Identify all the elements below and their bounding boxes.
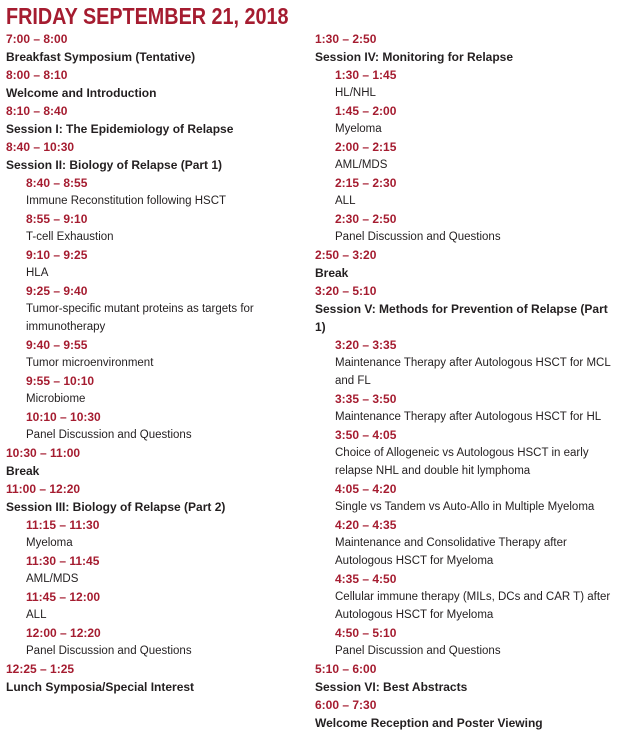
session-entry [6,480,306,516]
session-title: Session VI: Best Abstracts [315,680,468,694]
time-range: 4:20 – 4:35 [335,518,397,532]
time-range: 11:00 – 12:20 [6,482,81,496]
talk-entry [6,282,306,336]
time-range: 3:35 – 3:50 [335,392,397,406]
time-range: 11:15 – 11:30 [26,518,100,532]
talk-title: Immune Reconstitution following HSCT [26,195,227,207]
talk-title: Tumor-specific mutant proteins as targets for immunotherapy [26,303,254,333]
session-entry [315,246,615,282]
talk-entry [6,372,306,408]
talk-title: HLA [26,267,49,279]
talk-entry [315,390,615,426]
talk-title: T-cell Exhaustion [26,231,114,243]
talk-entry [315,138,615,174]
session-title: Welcome and Introduction [6,86,157,100]
time-range: 3:20 – 3:35 [335,338,397,352]
talk-entry [315,102,615,138]
session-title: Break [6,464,40,478]
session-title: Session IV: Monitoring for Relapse [315,50,514,64]
session-entry [6,66,306,102]
time-range: 1:30 – 2:50 [315,32,377,46]
session-entry [315,696,615,732]
time-range: 7:00 – 8:00 [6,32,68,46]
talk-entry [6,336,306,372]
time-range: 10:30 – 11:00 [6,446,81,460]
time-range: 4:05 – 4:20 [335,482,397,496]
time-range: 3:20 – 5:10 [315,284,377,298]
talk-entry [315,480,615,516]
session-entry [6,660,306,696]
time-range: 2:50 – 3:20 [315,248,377,262]
time-range: 1:30 – 1:45 [335,68,397,82]
session-entry [6,444,306,480]
talk-title: Myeloma [335,123,382,135]
talk-title: Panel Discussion and Questions [26,429,192,441]
session-title: Session III: Biology of Relapse (Part 2) [6,500,226,514]
talk-title: Choice of Allogeneic vs Autologous HSCT in early relapse NHL and double hit lymphoma [335,447,589,477]
time-range: 2:15 – 2:30 [335,176,397,190]
talk-title: Maintenance Therapy after Autologous HSCT for HL [335,411,602,423]
time-range: 11:45 – 12:00 [26,590,101,604]
session-title: Lunch Symposia/Special Interest [6,680,195,694]
time-range: 9:55 – 10:10 [26,374,95,388]
talk-entry [315,624,615,660]
talk-title: Panel Discussion and Questions [26,645,192,657]
talk-entry [315,174,615,210]
session-entry [315,660,615,696]
time-range: 8:40 – 8:55 [26,176,88,190]
time-range: 11:30 – 11:45 [26,554,100,568]
time-range: 2:30 – 2:50 [335,212,397,226]
talk-title: Maintenance Therapy after Autologous HSCT for MCL and FL [335,357,611,387]
talk-entry [315,426,615,480]
time-range: 4:50 – 5:10 [335,626,397,640]
talk-title: Maintenance and Consolidative Therapy after Autologous HSCT for Myeloma [335,537,567,567]
talk-entry [6,210,306,246]
talk-entry [6,552,306,588]
talk-title: Cellular immune therapy (MILs, DCs and CAR T) after Autologous HSCT for Myeloma [335,591,611,621]
schedule-column-right [315,30,615,732]
talk-entry [315,66,615,102]
session-title: Session V: Methods for Prevention of Relapse (Part 1) [315,302,608,334]
time-range: 3:50 – 4:05 [335,428,397,442]
talk-title: AML/MDS [26,573,79,585]
time-range: 9:25 – 9:40 [26,284,88,298]
time-range: 4:35 – 4:50 [335,572,397,586]
talk-title: HL/NHL [335,87,376,99]
time-range: 1:45 – 2:00 [335,104,397,118]
session-entry [6,30,306,66]
session-title: Breakfast Symposium (Tentative) [6,50,196,64]
time-range: 8:55 – 9:10 [26,212,88,226]
time-range: 12:00 – 12:20 [26,626,101,640]
talk-entry [6,516,306,552]
time-range: 9:10 – 9:25 [26,248,88,262]
talk-entry [315,336,615,390]
time-range: 10:10 – 10:30 [26,410,101,424]
schedule-column-left [6,30,306,696]
session-entry [6,138,306,174]
session-title: Session II: Biology of Relapse (Part 1) [6,158,223,172]
talk-title: ALL [26,609,47,621]
talk-title: Panel Discussion and Questions [335,231,501,243]
talk-entry [315,210,615,246]
talk-title: ALL [335,195,356,207]
session-entry [6,102,306,138]
session-title: Session I: The Epidemiology of Relapse [6,122,234,136]
talk-entry [315,570,615,624]
time-range: 9:40 – 9:55 [26,338,88,352]
talk-title: Myeloma [26,537,73,549]
talk-title: AML/MDS [335,159,388,171]
talk-title: Microbiome [26,393,86,405]
time-range: 8:40 – 10:30 [6,140,75,154]
time-range: 2:00 – 2:15 [335,140,397,154]
talk-title: Single vs Tandem vs Auto-Allo in Multiple Myeloma [335,501,595,513]
session-entry [315,282,615,336]
time-range: 6:00 – 7:30 [315,698,377,712]
session-title: Welcome Reception and Poster Viewing [315,716,543,730]
talk-entry [6,624,306,660]
page-title: FRIDAY SEPTEMBER 21, 2018 [6,3,289,29]
session-title: Break [315,266,349,280]
session-entry [315,30,615,66]
talk-entry [6,246,306,282]
time-range: 8:00 – 8:10 [6,68,68,82]
talk-entry [6,588,306,624]
talk-title: Panel Discussion and Questions [335,645,501,657]
time-range: 8:10 – 8:40 [6,104,68,118]
time-range: 5:10 – 6:00 [315,662,377,676]
talk-title: Tumor microenvironment [26,357,154,369]
talk-entry [6,408,306,444]
talk-entry [6,174,306,210]
time-range: 12:25 – 1:25 [6,662,75,676]
talk-entry [315,516,615,570]
